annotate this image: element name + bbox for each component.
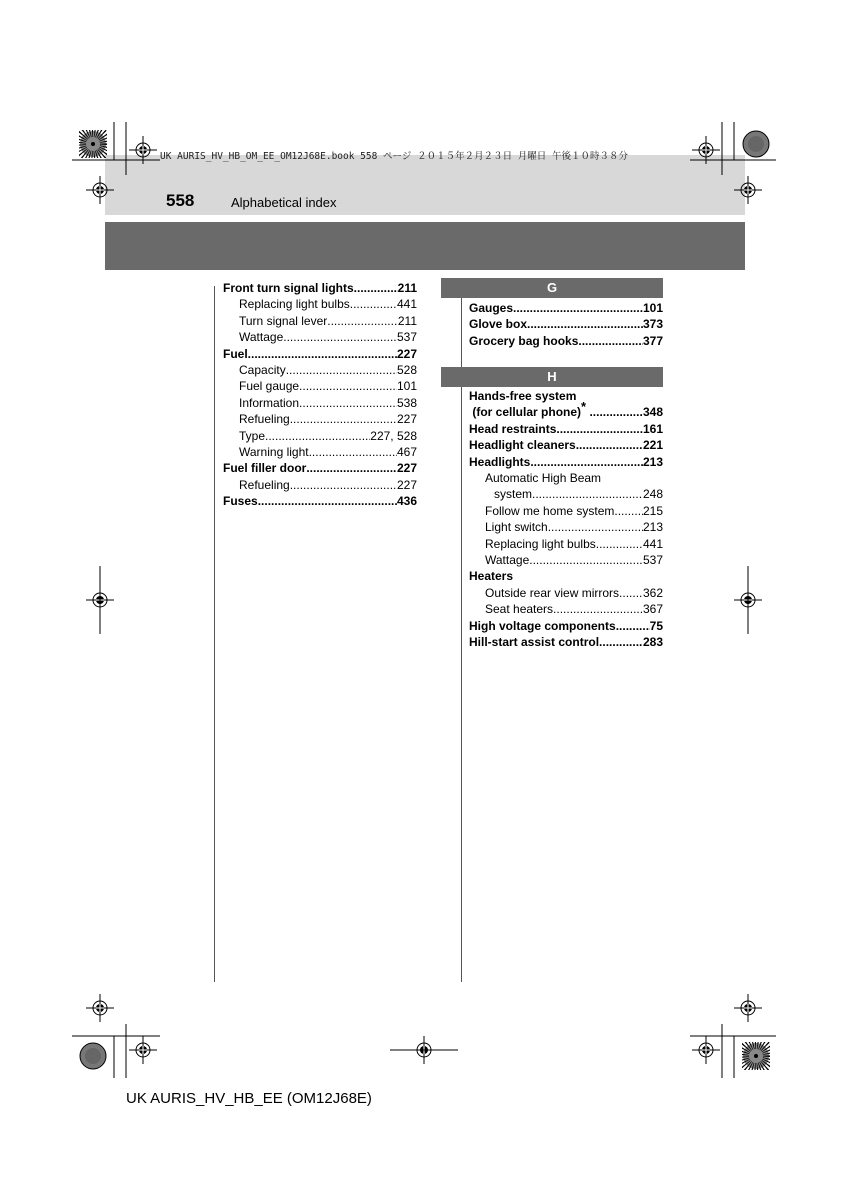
- section-title: Alphabetical index: [231, 195, 337, 210]
- entry-page: 441: [642, 536, 663, 551]
- entry-label: Light switch: [485, 520, 548, 535]
- entry-page: 283: [642, 635, 663, 650]
- print-info: UK AURIS_HV_HB_OM_EE_OM12J68E.book 558 ページ ２０１５年２月２３日 月曜日 午後１０時３８分: [160, 151, 629, 162]
- entry-label: Wattage: [485, 553, 530, 568]
- entry-label: Hill-start assist control: [469, 635, 600, 650]
- entry-page: 213: [642, 454, 663, 469]
- entry-page: 75: [649, 618, 663, 633]
- entry-label: Heaters: [469, 569, 514, 583]
- footer-model-code: UK AURIS_HV_HB_EE (OM12J68E): [126, 1090, 372, 1107]
- entry-page: 537: [642, 553, 663, 568]
- entry-label: Refueling: [239, 412, 290, 427]
- entry-label: Automatic High Beam: [485, 471, 602, 485]
- entry-label: Replacing light bulbs: [239, 297, 350, 312]
- entry-label: Glove box: [469, 317, 528, 332]
- entry-label: Follow me home system: [485, 504, 615, 518]
- entry-label: Wattage: [239, 330, 284, 345]
- entry-label: Fuel filler door: [223, 461, 307, 476]
- entry-label: Fuel: [223, 346, 248, 361]
- entry-page: 373: [642, 317, 663, 332]
- entry-label: system: [494, 487, 533, 501]
- entry-page: 441: [396, 297, 417, 312]
- entry-page: 211: [397, 313, 417, 328]
- entry-page: 537: [396, 330, 417, 345]
- entry-label: Head restraints: [469, 422, 557, 436]
- entry-page: 528: [396, 363, 417, 377]
- entry-page: 227: [396, 461, 417, 476]
- entry-page: 227: [396, 412, 417, 427]
- entry-page: 101: [396, 379, 417, 394]
- entry-page: 213: [642, 520, 663, 535]
- entry-page: 227, 528: [370, 428, 417, 443]
- entry-label: Hands-free system: [469, 389, 577, 403]
- entry-label: Outside rear view mirrors: [485, 586, 620, 600]
- entry-label: Grocery bag hooks: [469, 333, 579, 348]
- entry-page: 161: [642, 422, 663, 436]
- entry-label: High voltage components: [469, 618, 616, 633]
- entry-page: 101: [642, 301, 663, 315]
- entry-page: 436: [396, 494, 417, 509]
- entry-label: Replacing light bulbs: [485, 536, 596, 551]
- entry-label: Fuses: [223, 494, 258, 509]
- page-number: 558: [166, 191, 195, 210]
- entry-page: 348: [642, 405, 663, 419]
- footnote-asterisk: *: [581, 399, 587, 414]
- entry-page: 215: [642, 504, 663, 518]
- entry-label: Capacity: [239, 363, 286, 377]
- entry-label: Refueling: [239, 477, 290, 492]
- entry-page: 467: [396, 445, 417, 459]
- entry-label: Gauges: [469, 301, 514, 315]
- entry-page: 538: [396, 395, 417, 410]
- entry-label: Headlights: [469, 454, 531, 469]
- entry-page: 362: [642, 586, 663, 600]
- entry-page: 227: [396, 346, 417, 361]
- entry-label: Fuel gauge: [239, 379, 300, 394]
- entry-label: Headlight cleaners: [469, 438, 576, 453]
- entry-page: 367: [642, 602, 663, 617]
- entry-label: Warning light: [239, 445, 309, 459]
- entry-page: 248: [642, 487, 663, 501]
- entry-page: 227: [396, 477, 417, 492]
- entry-label: Information: [239, 395, 300, 410]
- entry-label: Seat heaters: [485, 602, 554, 617]
- entry-label: Front turn signal lights: [223, 281, 354, 295]
- entry-label: Turn signal lever: [239, 313, 328, 328]
- entry-label: Type: [239, 428, 266, 443]
- entry-page: 221: [642, 438, 663, 453]
- letter-header-h: H: [441, 367, 663, 387]
- letter-header-g: G: [441, 278, 663, 298]
- entry-label: (for cellular phone)*: [472, 399, 587, 419]
- entry-page: 211: [397, 281, 417, 295]
- entry-page: 377: [642, 333, 663, 348]
